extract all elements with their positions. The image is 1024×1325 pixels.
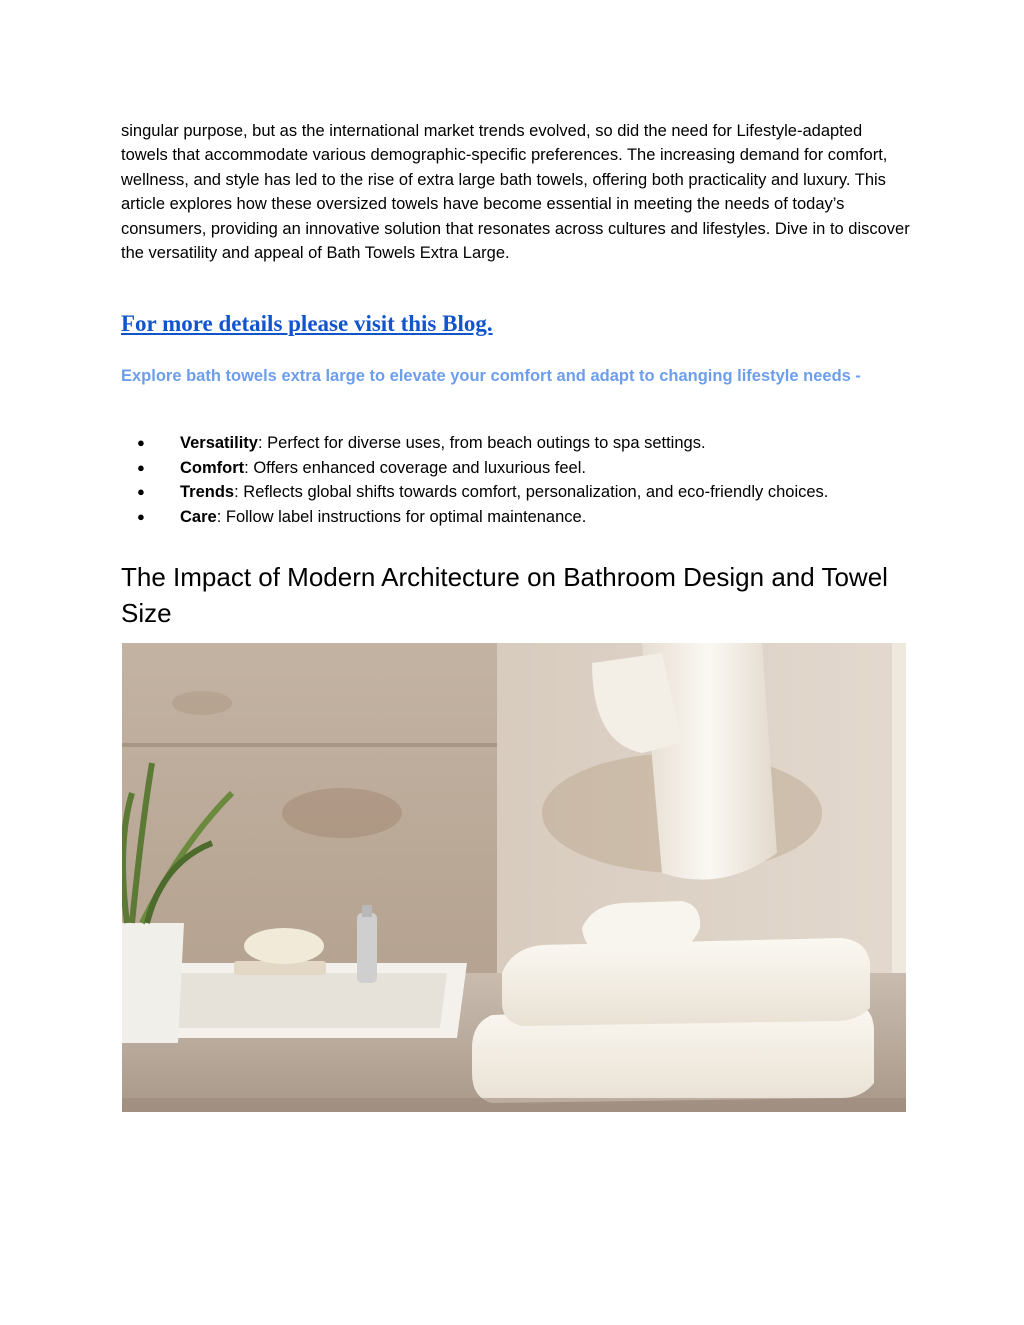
feature-description: : Perfect for diverse uses, from beach outings to spa settings.: [257, 434, 706, 452]
feature-term: Versatility: [180, 434, 258, 452]
feature-term: Comfort: [180, 458, 245, 477]
list-item: [121, 505, 921, 530]
list-item: [121, 480, 921, 505]
bullet-icon: ●: [137, 435, 145, 450]
section-heading: The Impact of Modern Architecture on Bathroom Design and Towel Size: [121, 562, 888, 628]
feature-list: [121, 431, 921, 529]
bullet-icon: ●: [137, 459, 145, 475]
bathroom-towels-photo: [122, 643, 906, 1112]
feature-description: : Reflects global shifts towards comfort, personalization, and eco-friendly choices.: [234, 483, 829, 501]
blog-link[interactable]: For more details please visit this Blog.: [121, 311, 493, 336]
section-subheading: Explore bath towels extra large to elevate your comfort and adapt to changing lifestyle needs -: [121, 367, 861, 385]
intro-paragraph: singular purpose, but as the international market trends evolved, so did the need for Lifestyle-adapted towels that accommodate various demographic-specific preferences. The increasing demand for comfort, wellness, and style has led to the rise of extra large bath towels, offering both practicality and luxury. This article explores how these oversized towels have become essential in meeting the needs of today’s consumers, providing an innovative solution that resonates across cultures and lifestyles. Dive in to discover the versatility and appeal of Bath Towels Extra Large.: [121, 122, 910, 263]
list-item: [121, 431, 921, 456]
list-item: [121, 456, 921, 481]
feature-term: Care: [180, 507, 217, 526]
bullet-icon: ●: [137, 484, 145, 499]
bullet-icon: ●: [137, 508, 145, 524]
feature-term: Trends: [180, 483, 235, 501]
feature-description: : Offers enhanced coverage and luxurious feel.: [244, 458, 586, 477]
feature-description: : Follow label instructions for optimal maintenance.: [216, 507, 587, 526]
